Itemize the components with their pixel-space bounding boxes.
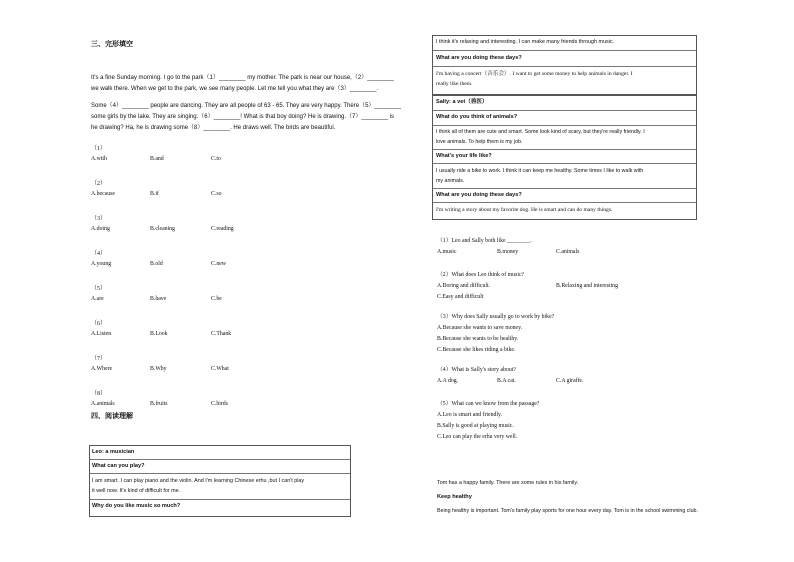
option-a[interactable]: A.Leo is smart and friendly. — [437, 412, 502, 418]
sally-answer-2-line-2: my animals. — [436, 178, 465, 184]
option-b[interactable]: B.money — [497, 249, 519, 255]
question-number: （6） — [91, 321, 107, 327]
option-c[interactable]: C.be — [211, 296, 222, 302]
leo-question-1: What can you play? — [92, 463, 145, 469]
cloze-questions — [91, 143, 411, 418]
leo-title: Leo: a musician — [92, 449, 135, 455]
question-number: （3） — [91, 216, 107, 222]
option-a[interactable]: A.animals — [91, 401, 115, 407]
option-c[interactable]: C.birds — [211, 401, 228, 407]
divider — [433, 110, 696, 111]
option-b[interactable]: B.Because she wants to be healthy. — [437, 336, 519, 342]
sally-question-1: What do you think of animals? — [436, 114, 518, 120]
option-b[interactable]: B.Sally is good at playing music. — [437, 423, 514, 429]
option-c[interactable]: C.Because she likes riding a bike. — [437, 347, 516, 353]
option-c[interactable]: C.so — [211, 191, 222, 197]
sally-answer-2-line-1: I usually ride a bike to work. I think it can keep me healthy. Some times I like to walk with — [436, 168, 644, 174]
section-4-title: 四、阅读理解 — [91, 413, 133, 420]
passage-line: Some（4）________ people are dancing. They are all people of 63 - 65. They are very happy. There（5）________ — [91, 103, 402, 109]
option-c[interactable]: C.Easy and difficult — [437, 294, 484, 300]
option-a[interactable]: A.because — [91, 191, 115, 197]
leo-answer-3-line-2: really like them. — [436, 81, 473, 87]
option-a[interactable]: A.music — [437, 249, 457, 255]
option-b[interactable]: B.A cat. — [497, 378, 516, 384]
option-c[interactable]: C.Thank — [211, 331, 232, 337]
question-number: （5） — [91, 286, 107, 292]
sally-profile-box — [432, 95, 697, 220]
sally-answer-3: I'm writing a story about my favorite dog. He is smart and can do many things. — [436, 207, 613, 213]
divider — [90, 459, 350, 460]
option-row — [437, 247, 737, 267]
tom-intro: Tom has a happy family. There are some rules in his family. — [437, 480, 579, 486]
option-a[interactable]: A.A dog. — [437, 378, 459, 384]
question-stem: （5）What can we know from the passage? — [437, 401, 540, 407]
option-b[interactable]: B.and — [150, 156, 164, 162]
sally-title: Sally: a vet（兽医） — [436, 99, 488, 105]
divider — [433, 50, 696, 51]
keep-healthy-title: Keep healthy — [437, 494, 472, 500]
question-stem: （4）What is Sally's story about? — [437, 367, 516, 373]
divider — [433, 202, 696, 203]
question-number: （7） — [91, 356, 107, 362]
question-number: （2） — [91, 181, 107, 187]
cloze-question — [91, 143, 411, 178]
cloze-question — [91, 318, 411, 353]
cloze-question — [91, 353, 411, 388]
divider — [433, 66, 696, 67]
question-stem: （3）Why does Sally usually go to work by bike? — [437, 314, 555, 320]
option-a[interactable]: A.Listen — [91, 331, 112, 337]
sally-question-2: What's your life like? — [436, 153, 492, 159]
cloze-question — [91, 283, 411, 318]
passage-line: we walk there. When we get to the park, we see many people. Let me tell you what they are（3）________. — [91, 86, 379, 92]
option-c[interactable]: C.animals — [556, 249, 580, 255]
option-a[interactable]: A.Because she wants to save money. — [437, 325, 523, 331]
leo-profile-box — [89, 445, 351, 517]
cloze-question — [91, 178, 411, 213]
sally-answer-1-line-2: love animals. To help them is my job. — [436, 139, 523, 145]
section-3-title: 三、完形填空 — [91, 41, 133, 48]
leo-question-3: What are you doing these days? — [436, 55, 522, 61]
sally-answer-1-line-1: I think all of them are cute and smart. Some look kind of scary, but they're really friendly. I — [436, 129, 645, 135]
leo-answer-3-line-1: I'm having a concert（音乐会）. I want to get some money to help animals in danger. I — [436, 71, 633, 77]
leo-answer-1-line-2: it well now. It's kind of difficult for me. — [92, 488, 181, 494]
cloze-passage — [91, 73, 426, 134]
divider — [90, 499, 350, 500]
divider — [433, 149, 696, 150]
leo-continued-box — [432, 35, 697, 95]
option-c[interactable]: C.Leo can play the erhu very well. — [437, 434, 518, 440]
option-a[interactable]: A.doing — [91, 226, 110, 232]
reading-questions — [437, 236, 737, 443]
option-a[interactable]: A.with — [91, 156, 107, 162]
divider — [433, 125, 696, 126]
option-a[interactable]: A.Where — [91, 366, 113, 372]
keep-healthy-text: Being healthy is important. Tom's family play sports for one hour every day. Tom is in the school swimming club. — [437, 508, 698, 514]
divider — [433, 188, 696, 189]
option-c[interactable]: C.to — [211, 156, 221, 162]
sally-question-3: What are you doing these days? — [436, 192, 522, 198]
question-number: （1） — [91, 146, 107, 152]
option-b[interactable]: B.Relaxing and interesting — [556, 283, 618, 289]
option-a[interactable]: A.young — [91, 261, 112, 267]
passage-line: some girls by the lake. They are singing.（6）________! What is that boy doing? He is drawing.（7）________ is — [91, 114, 395, 120]
option-b[interactable]: B.have — [150, 296, 167, 302]
option-row — [437, 281, 737, 292]
option-c[interactable]: C.A giraffe. — [556, 378, 584, 384]
option-a[interactable]: A.Boring and difficult. — [437, 283, 491, 289]
option-a[interactable]: A.are — [91, 296, 104, 302]
option-b[interactable]: B.Look — [150, 331, 168, 337]
option-c[interactable]: C.new — [211, 261, 226, 267]
question-number: （8） — [91, 391, 107, 397]
leo-answer-2: I think it's relaxing and interesting. I can make many friends through music. — [436, 39, 615, 45]
passage-line: It's a fine Sunday morning. I go to the park（1）________ my mother. The park is near our house,（2）________ — [91, 75, 394, 81]
divider — [90, 473, 350, 474]
option-c[interactable]: C.What — [211, 366, 229, 372]
cloze-question — [91, 248, 411, 283]
option-b[interactable]: B.old — [150, 261, 163, 267]
option-c[interactable]: C.reading — [211, 226, 234, 232]
question-stem: （2）What does Leo think of music? — [437, 272, 525, 278]
passage-line: he drawing? Ha, he is drawing some（8）________. He draws well. The birds are beautiful. — [91, 125, 336, 131]
divider — [433, 163, 696, 164]
option-row — [437, 376, 737, 387]
option-b[interactable]: B.fruits — [150, 401, 168, 407]
leo-answer-1-line-1: I am smart. I can play piano and the violin. And I'm learning Chinese erhu ,but I can't play — [92, 478, 305, 484]
cloze-question — [91, 213, 411, 248]
option-b[interactable]: B.if — [150, 191, 159, 197]
option-b[interactable]: B.cleaning — [150, 226, 175, 232]
cloze-question — [91, 388, 411, 418]
question-number: （4） — [91, 251, 107, 257]
leo-question-2: Why do you like music so much? — [92, 503, 181, 509]
question-stem: （1）Leo and Sally both like ________. — [437, 238, 532, 244]
option-b[interactable]: B.Why — [150, 366, 167, 372]
